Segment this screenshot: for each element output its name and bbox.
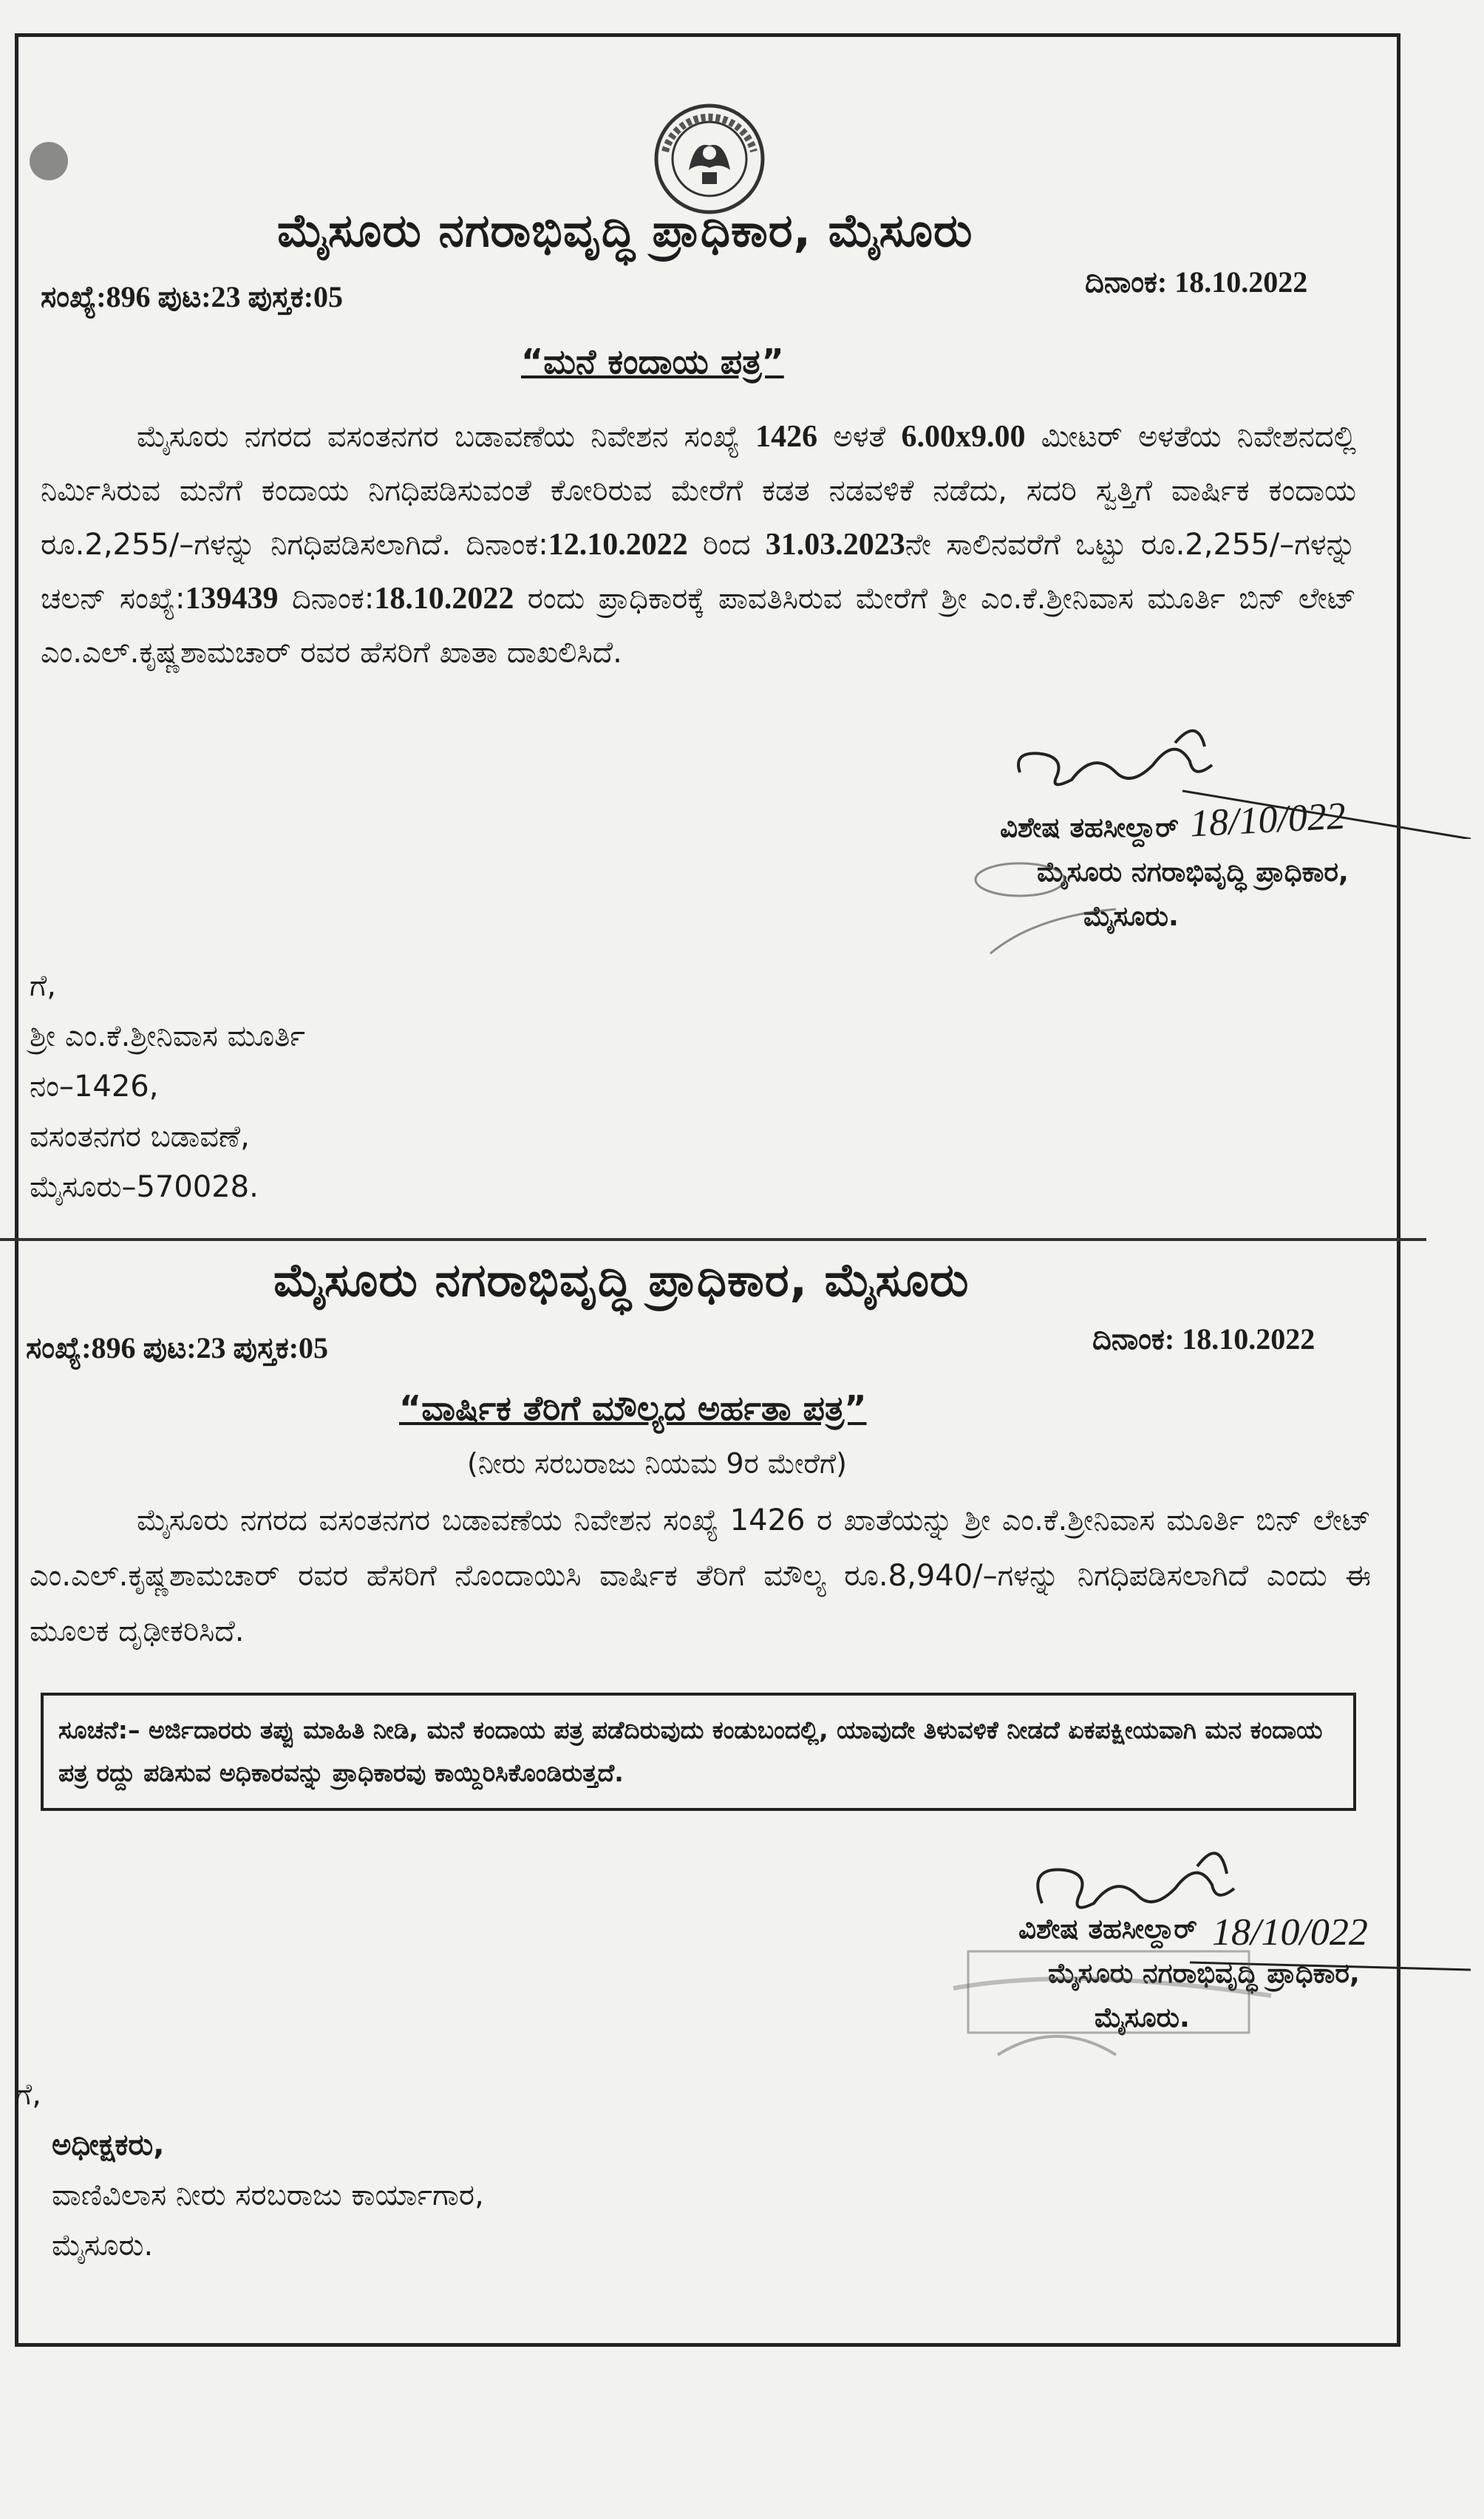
doc1-sign-city: ಮೈಸೂರು. — [1083, 900, 1179, 932]
doc1-body-bold-value: 31.03.2023 — [765, 528, 905, 562]
section-divider — [0, 1238, 1426, 1241]
doc2-rule-reference: (ನೀರು ಸರಬರಾಜು ನಿಯಮ 9ರ ಮೇರೆಗೆ) — [467, 1447, 847, 1480]
doc2-authority-title: ಮೈಸೂರು ನಗರಾಭಿವೃದ್ಧಿ ಪ್ರಾಧಿಕಾರ, ಮೈಸೂರು — [273, 1253, 970, 1307]
doc1-body-text: ರಂದು ಪ್ರಾಧಿಕಾರಕ್ಕೆ ಪಾವತಿಸಿರುವ ಮೇರೆಗೆ ಶ್ರೀ ಎಂ.ಕೆ.ಶ್ರೀನಿವಾಸ ಮೂರ್ತಿ ಬಿನ್ ಲೇಟ್ ಎಂ.ಎಲ್.ಕೃಷ್ಣಶಾಮಚಾರ್ ರವರ ಹೆಸರಿಗೆ ಖಾತಾ ದಾಖಲಿಸಿದೆ. — [41, 582, 1356, 670]
doc2-recipient-line: ಅಧೀಕ್ಷಕರು, — [52, 2128, 165, 2162]
doc1-sign-designation: ವಿಶೇಷ ತಹಸೀಲ್ದಾರ್ — [1000, 812, 1179, 843]
doc1-recipient-line: ಶ್ರೀ ಎಂ.ಕೆ.ಶ್ರೀನಿವಾಸ ಮೂರ್ತಿ — [30, 1019, 306, 1053]
doc2-to-label: ಗೆ, — [15, 2078, 41, 2112]
doc1-recipient-line: ಮೈಸೂರು–570028. — [30, 1170, 259, 1204]
doc1-body-text: ಅಳತೆ — [817, 420, 902, 454]
doc1-reference: ಸಂಖ್ಯೆ:896 ಪುಟ:23 ಪುಸ್ತಕ:05 — [41, 280, 344, 313]
doc1-body-bold-value: 6.00x9.00 — [901, 420, 1026, 454]
doc2-subject: “ವಾರ್ಷಿಕ ತೆರಿಗೆ ಮೌಲ್ಯದ ಅರ್ಹತಾ ಪತ್ರ” — [399, 1388, 867, 1428]
doc2-date: ದಿನಾಂಕ: 18.10.2022 — [1092, 1322, 1315, 1356]
doc2-handwritten-date: 18/10/022 — [1212, 1911, 1368, 1954]
doc2-reference: ಸಂಖ್ಯೆ:896 ಪುಟ:23 ಪುಸ್ತಕ:05 — [26, 1331, 329, 1364]
doc1-body-text: ಮೈಸೂರು ನಗರದ ವಸಂತನಗರ ಬಡಾವಣೆಯ ನಿವೇಶನ ಸಂಖ್ಯೆ — [137, 420, 756, 454]
doc1-recipient-line: ವಸಂತನಗರ ಬಡಾವಣೆ, — [30, 1120, 250, 1154]
doc1-date: ದಿನಾಂಕ: 18.10.2022 — [1085, 265, 1308, 299]
doc1-office-stamp — [946, 850, 1168, 968]
doc1-body-text: ರಿಂದ — [687, 528, 766, 562]
doc1-body-bold-value: 139439 — [185, 582, 279, 616]
doc1-to-label: ಗೆ, — [30, 969, 56, 1003]
doc2-notice-box: ಸೂಚನೆ:– ಅರ್ಜಿದಾರರು ತಪ್ಪು ಮಾಹಿತಿ ನೀಡಿ, ಮನೆ ಕಂದಾಯ ಪತ್ರ ಪಡೆದಿರುವುದು ಕಂಡುಬಂದಲ್ಲಿ, ಯಾವುದೇ ತಿಳುವಳಿಕೆ ನೀಡದೆ ಏಕಪಕ್ಷೀಯವಾಗಿ ಮನ ಕಂದಾಯ ಪತ್ರ ರದ್ದು ಪಡಿಸುವ ಅಧಿಕಾರವನ್ನು ಪ್ರಾಧಿಕಾರವು ಕಾಯ್ದಿರಿಸಿಕೊಂಡಿರುತ್ತದೆ. — [41, 1693, 1356, 1811]
doc2-office-stamp — [924, 1944, 1308, 2077]
doc1-body-bold-value: 1426 — [755, 420, 818, 454]
doc1-body-text: ದಿನಾಂಕ: — [278, 582, 375, 616]
doc1-body-text: ನೇ ಸಾಲಿನವರೆಗೆ ಒಟ್ಟು ರೂ.2,255/–ಗಳನ್ನು ಚಲನ್ ಸಂಖ್ಯೆ: — [41, 528, 1356, 616]
punch-hole — [30, 142, 68, 180]
doc1-body-paragraph — [41, 410, 1356, 680]
doc2-recipient-line: ವಾಣಿವಿಲಾಸ ನೀರು ಸರಬರಾಜು ಕಾರ್ಯಾಗಾರ, — [52, 2178, 484, 2212]
doc2-recipient-block — [15, 2070, 484, 2271]
doc1-sign-office: ಮೈಸೂರು ನಗರಾಭಿವೃದ್ಧಿ ಪ್ರಾಧಿಕಾರ, — [1037, 856, 1349, 888]
doc1-recipient-line: ನಂ–1426, — [30, 1070, 159, 1104]
doc2-sign-designation: ವಿಶೇಷ ತಹಸೀಲ್ದಾರ್ — [1018, 1913, 1197, 1945]
doc1-body-text: ಮೀಟರ್ ಅಳತೆಯ ನಿವೇಶನದಲ್ಲಿ ನಿರ್ಮಿಸಿರುವ ಮನೆಗೆ ಕಂದಾಯ ನಿಗಧಿಪಡಿಸುವಂತೆ ಕೋರಿರುವ ಮೇರೆಗೆ ಕಡತ ನಡವಳಿಕೆ ನಡೆದು, ಸದರಿ ಸ್ವತ್ತಿಗೆ ವಾರ್ಷಿಕ ಕಂದಾಯ ರೂ.2,255/–ಗಳನ್ನು ನಿಗಧಿಪಡಿಸಲಾಗಿದೆ. ದಿನಾಂಕ: — [41, 420, 1356, 562]
doc2-sign-city: ಮೈಸೂರು. — [1094, 2002, 1190, 2033]
doc2-body-paragraph: ಮೈಸೂರು ನಗರದ ವಸಂತನಗರ ಬಡಾವಣೆಯ ನಿವೇಶನ ಸಂಖ್ಯೆ 1426 ರ ಖಾತೆಯನ್ನು ಶ್ರೀ ಎಂ.ಕೆ.ಶ್ರೀನಿವಾಸ ಮೂರ್ತಿ ಬಿನ್ ಲೇಟ್ ಎಂ.ಎಲ್.ಕೃಷ್ಣಶಾಮಚಾರ್ ರವರ ಹೆಸರಿಗೆ ನೊಂದಾಯಿಸಿ ವಾರ್ಷಿಕ ತೆರಿಗೆ ಮೌಲ್ಯ ರೂ.8,940/–ಗಳನ್ನು ನಿಗಧಿಪಡಿಸಲಾಗಿದೆ ಎಂದು ಈ ಮೂಲಕ ದೃಢೀಕರಿಸಿದೆ. — [30, 1503, 1371, 1648]
doc1-recipient-block — [30, 961, 305, 1212]
doc1-subject: “ಮನೆ ಕಂದಾಯ ಪತ್ರ” — [521, 341, 784, 381]
doc2-sign-office: ಮೈಸೂರು ನಗರಾಭಿವೃದ್ಧಿ ಪ್ರಾಧಿಕಾರ, — [1048, 1957, 1360, 1989]
doc1-authority-title: ಮೈಸೂರು ನಗರಾಭಿವೃದ್ಧಿ ಪ್ರಾಧಿಕಾರ, ಮೈಸೂರು — [277, 203, 973, 257]
doc1-body-bold-value: 12.10.2022 — [548, 528, 688, 562]
doc1-body-bold-value: 18.10.2022 — [374, 582, 514, 616]
doc1-handwritten-date: 18/10/022 — [1188, 795, 1347, 846]
doc2-recipient-line: ಮೈಸೂರು. — [52, 2229, 154, 2263]
